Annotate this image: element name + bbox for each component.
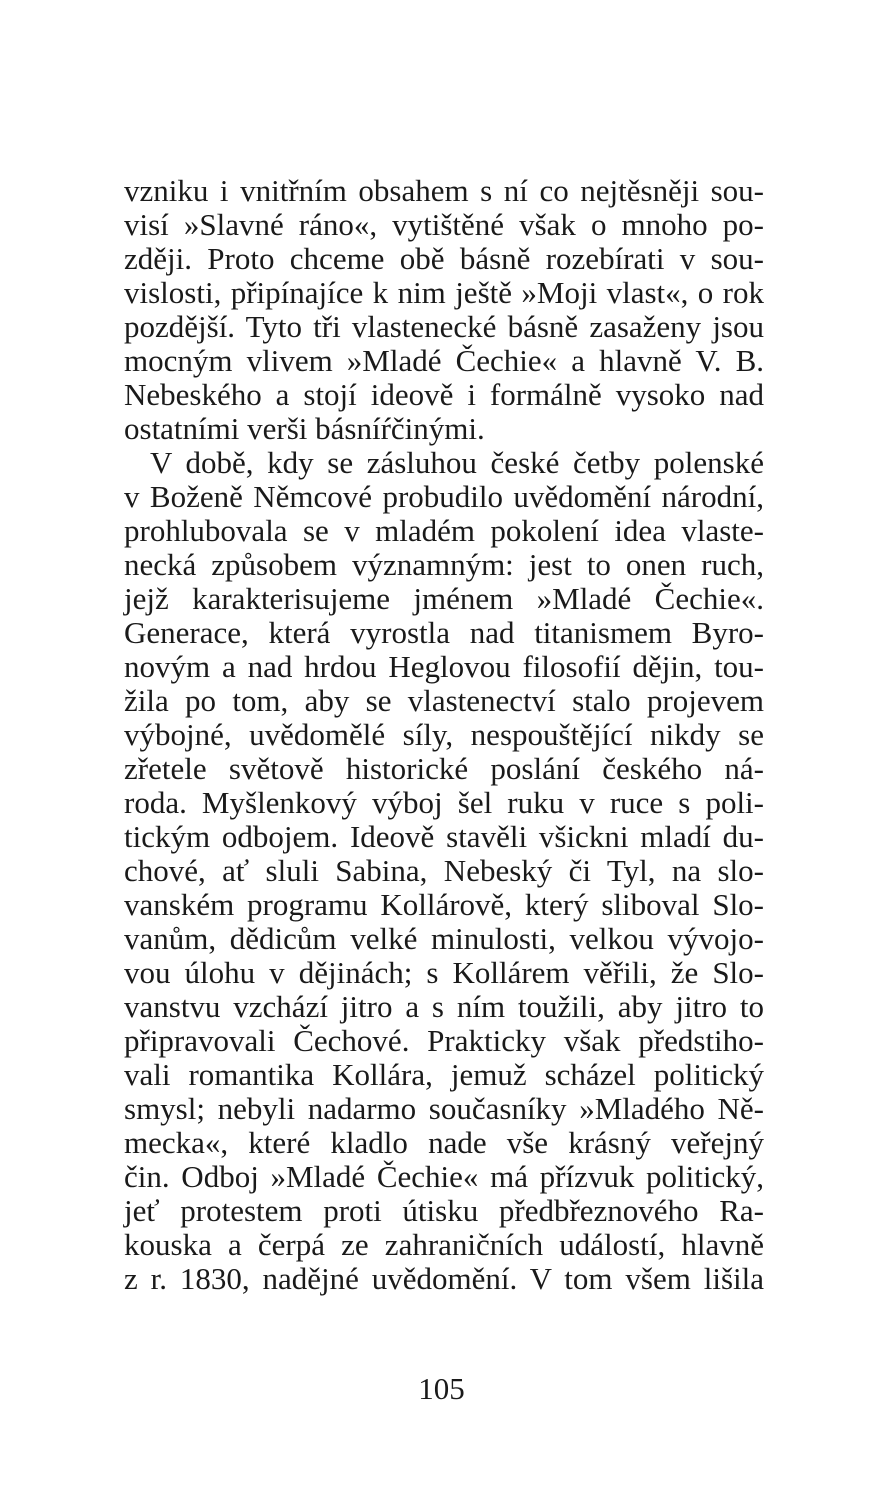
text-line: žila po tom, aby se vlastenectví stalo projevem (124, 683, 764, 718)
text-line: zději. Proto chceme obě básně rozebírati v sou- (124, 241, 764, 276)
body-text (124, 174, 764, 1296)
text-line: z r. 1830, nadějné uvědomění. V tom všem lišila (124, 1261, 764, 1296)
text-line: ostatními verši básníŕčinými. (124, 411, 485, 446)
text-line: jejž karakterisujeme jménem »Mladé Čechie«. (124, 581, 764, 616)
text-line: tickým odbojem. Ideově stavěli všickni mladí du- (124, 819, 764, 854)
text-line: vanům, dědicům velké minulosti, velkou vývojo- (124, 921, 764, 956)
text-line: prohlubovala se v mladém pokolení idea vlaste- (124, 513, 764, 548)
text-line: smysl; nebyli nadarmo současníky »Mladého Ně- (124, 1091, 764, 1126)
text-line: vzniku i vnitřním obsahem s ní co nejtěsněji sou- (124, 173, 764, 208)
text-line: chové, ať sluli Sabina, Nebeský či Tyl, na slo- (124, 853, 764, 888)
text-line: Nebeského a stojí ideově i formálně vysoko nad (124, 377, 764, 412)
text-line: výbojné, uvědomělé síly, nespouštějící nikdy se (124, 717, 764, 752)
text-line: mocným vlivem »Mladé Čechie« a hlavně V. B. (124, 343, 764, 378)
text-line: připravovali Čechové. Prakticky však předstiho- (124, 1023, 764, 1058)
text-line: Generace, která vyrostla nad titanismem Byro- (124, 615, 764, 650)
text-line: zřetele světově historické poslání českého ná- (124, 751, 764, 786)
page-number: 105 (418, 1371, 465, 1406)
text-line: mecka«, které kladlo nade vše krásný veřejný (124, 1125, 764, 1160)
text-line: vislosti, připínajíce k nim ještě »Moji vlast«, o rok (124, 275, 764, 310)
text-line: vali romantika Kollára, jemuž scházel politický (124, 1057, 764, 1092)
text-line: vanském programu Kollárově, který sliboval Slo- (124, 887, 764, 922)
text-line: vou úlohu v dějinách; s Kollárem věřili, že Slo- (124, 955, 764, 990)
text-line: V době, kdy se zásluhou české četby polenské (150, 445, 764, 480)
text-line: kouska a čerpá ze zahraničních událostí, hlavně (124, 1227, 764, 1262)
text-line: čin. Odboj »Mladé Čechie« má přízvuk politický, (124, 1159, 764, 1194)
text-line: roda. Myšlenkový výboj šel ruku v ruce s poli- (124, 785, 764, 820)
text-line: visí »Slavné ráno«, vytištěné však o mnoho po- (124, 207, 764, 242)
text-line: vanstvu vzchází jitro a s ním toužili, aby jitro to (124, 989, 764, 1024)
text-line: jeť protestem proti útisku předbřeznového Ra- (124, 1193, 764, 1228)
text-line: pozdější. Tyto tři vlastenecké básně zasaženy jsou (124, 309, 764, 344)
text-line: novým a nad hrdou Heglovou filosofií dějin, tou- (124, 649, 764, 684)
text-line: v Boženě Němcové probudilo uvědomění národní, (124, 479, 764, 514)
text-line: necká způsobem významným: jest to onen ruch, (124, 547, 764, 582)
